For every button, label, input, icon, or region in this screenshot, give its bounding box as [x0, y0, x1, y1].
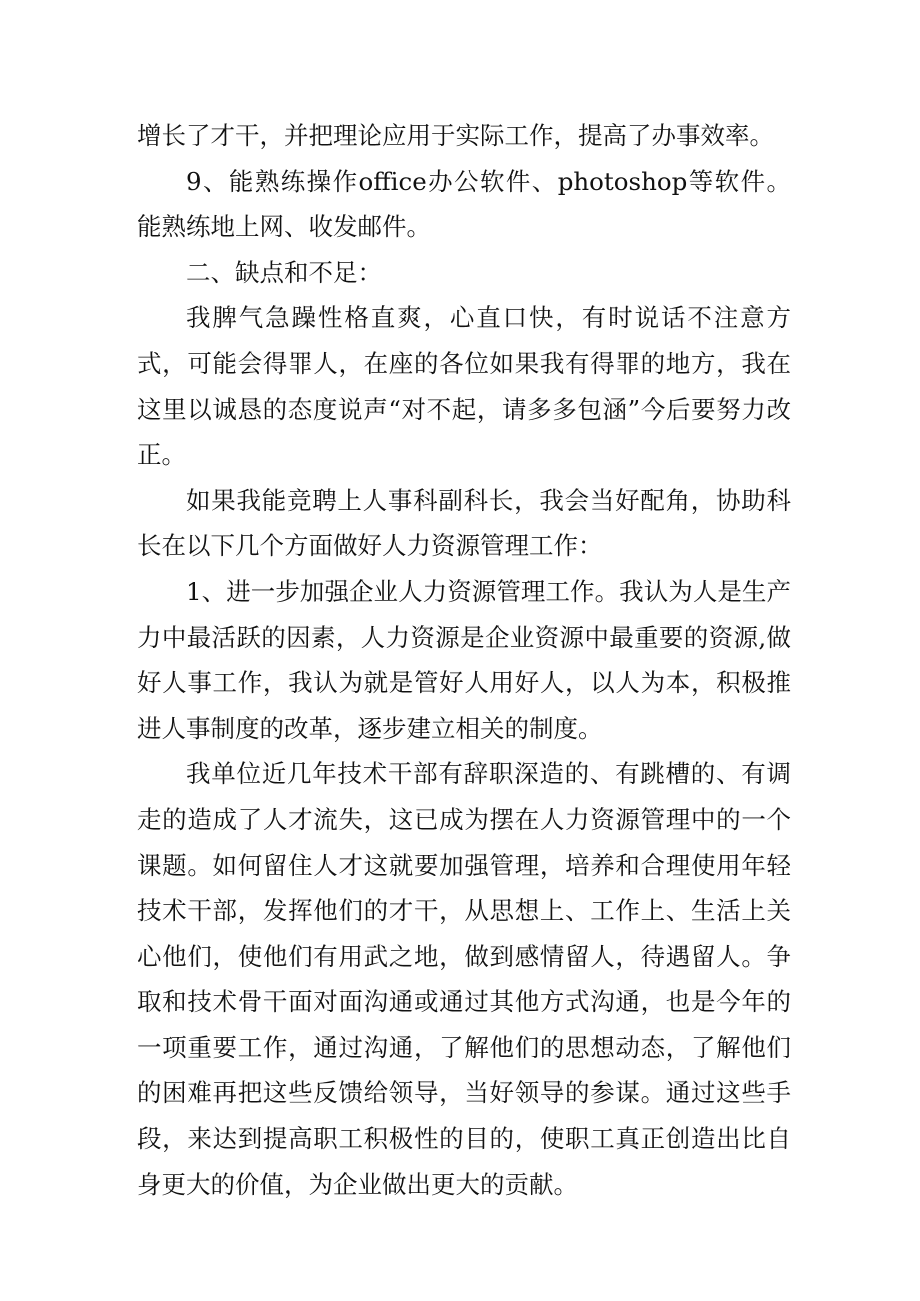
paragraph-item-9-software-skills: 9、能熟练操作office办公软件、photoshop等软件。能熟练地上网、收发邮件。	[137, 166, 791, 242]
paragraph-deputy-plan: 如果我能竞聘上人事科副科长，我会当好配角，协助科长在以下几个方面做好人力资源管理工作：	[137, 485, 791, 561]
paragraph-shortcomings: 我脾气急躁性格直爽，心直口快，有时说话不注意方式，可能会得罪人，在座的各位如果我有得罪的地方，我在这里以诚恳的态度说声“对不起，请多多包涵”今后要努力改正。	[137, 303, 791, 470]
paragraph-continuation: 增长了才干，并把理论应用于实际工作，提高了办事效率。	[137, 121, 774, 150]
document-body	[137, 113, 791, 1207]
section-heading-shortcomings: 二、缺点和不足：	[186, 257, 382, 287]
paragraph-talent-retention: 我单位近几年技术干部有辞职深造的、有跳槽的、有调走的造成了人才流失，这已成为摆在人力资源管理中的一个课题。如何留住人才这就要加强管理，培养和合理使用年轻技术干部，发挥他们的才干，从思想上、工作上、生活上关心他们，使他们有用武之地，做到感情留人，待遇留人。争取和技术骨干面对面沟通或通过其他方式沟通，也是今年的一项重要工作，通过沟通，了解他们的思想动态，了解他们的困难再把这些反馈给领导，当好领导的参谋。通过这些手段，来达到提高职工积极性的目的，使职工真正创造出比自身更大的价值，为企业做出更大的贡献。	[137, 759, 791, 1199]
paragraph-item-1-hr-management: 1、进一步加强企业人力资源管理工作。我认为人是生产力中最活跃的因素，人力资源是企业资源中最重要的资源,做好人事工作，我认为就是管好人用好人，以人为本，积极推进人事制度的改革，逐步建立相关的制度。	[137, 576, 791, 743]
